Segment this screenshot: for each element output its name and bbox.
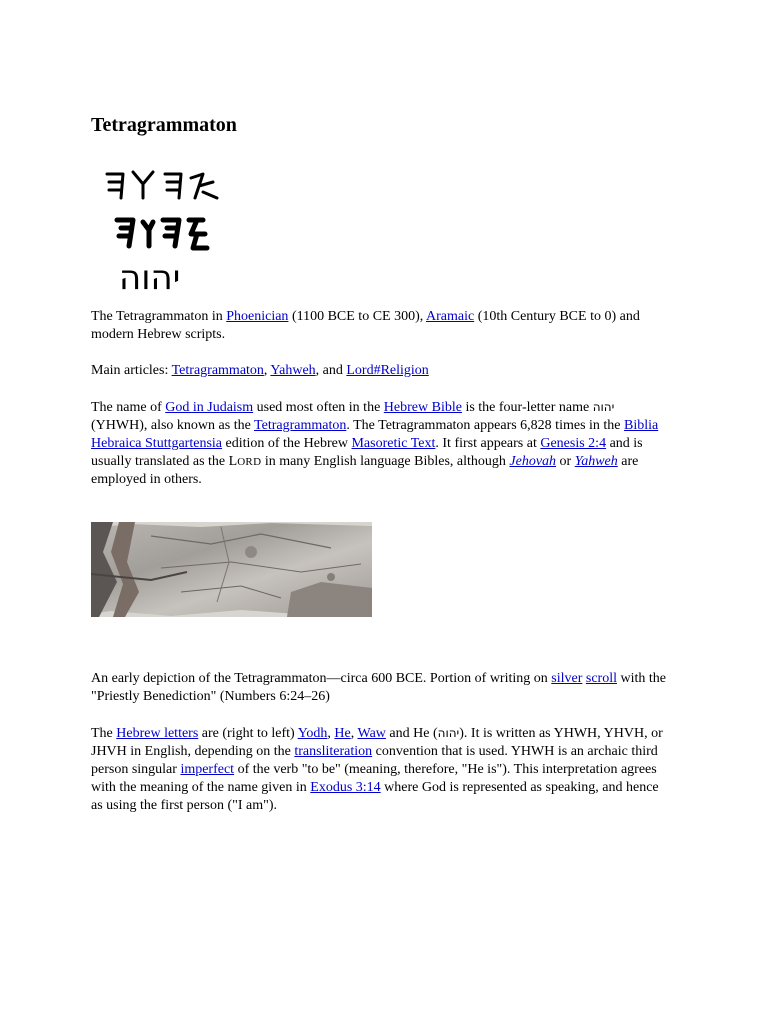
link-lord-religion[interactable]: Lord#Religion (346, 363, 429, 378)
link-transliteration[interactable]: transliteration (294, 744, 373, 759)
scroll-photo (91, 522, 372, 617)
main-articles-note: Main articles: Tetragrammaton, Yahweh, and Lord#Religion (91, 363, 429, 378)
link-phoenician[interactable]: Phoenician (226, 309, 289, 324)
link-yodh[interactable]: Yodh (297, 726, 328, 741)
link-silver[interactable]: silver (551, 671, 583, 686)
letters-paragraph: The Hebrew letters are (right to left) Yodh, He, Waw and He (יהוה). It is written as YHWH, YHVH, or JHVH in English, depending on the transliteration convention that is used. YHWH is an archaic third person singular imperfect of the verb "to be" (meaning, therefore, "He is"). This interpretation agrees with the meaning of the name given in Exodus 3:14 where God is represented as speaking, and hence as using the first person ("I am"). (91, 726, 663, 813)
link-scroll[interactable]: scroll (585, 671, 617, 686)
hebrew-name: יהוה (592, 400, 615, 414)
link-god-in-judaism[interactable]: God in Judaism (165, 400, 254, 415)
link-he[interactable]: He (334, 726, 351, 741)
link-masoretic-text[interactable]: Masoretic Text (351, 436, 436, 451)
page-title: Tetragrammaton (91, 114, 237, 136)
link-hebrew-letters[interactable]: Hebrew letters (116, 726, 199, 741)
link-jehovah[interactable]: Jehovah (509, 454, 557, 469)
link-imperfect[interactable]: imperfect (180, 762, 235, 777)
link-tetragrammaton[interactable]: Tetragrammaton (171, 363, 264, 378)
hebrew-script-row: יהוה (119, 258, 181, 298)
link-aramaic[interactable]: Aramaic (425, 309, 475, 324)
link-genesis[interactable]: Genesis 2:4 (540, 436, 607, 451)
silver-scroll-image (91, 522, 372, 617)
intro-paragraph: The name of God in Judaism used most often in the Hebrew Bible is the four-letter name יהוה (YHWH), also known as the Tetragrammaton. The Tetragrammaton appears 6,828 times in the Biblia Hebraica Stuttgartensia edition of the Hebrew Masoretic Text. It first appears at Genesis 2:4 and is usually translated as the LORD in many English language Bibles, although Jehovah or Yahweh are employed in others. (91, 400, 659, 487)
hebrew-name-2: יהוה (437, 726, 460, 740)
link-biblia-hebraica[interactable]: Biblia Hebraica Stuttgartensia (91, 418, 659, 451)
link-waw[interactable]: Waw (357, 726, 386, 741)
link-hebrew-bible[interactable]: Hebrew Bible (383, 400, 462, 415)
scroll-caption: An early depiction of the Tetragrammaton—circa 600 BCE. Portion of writing on silver scroll with the "Priestly Benediction" (Numbers 6:24–26) (91, 671, 666, 704)
figure-caption: The Tetragrammaton in Phoenician (1100 BCE to CE 300), Aramaic (10th Century BCE to 0) and modern Hebrew scripts. (91, 309, 640, 342)
link-exodus[interactable]: Exodus 3:14 (310, 780, 381, 795)
phoenician-script-row (107, 172, 217, 198)
link-yahweh[interactable]: Yahweh (270, 363, 316, 378)
link-yahweh-2[interactable]: Yahweh (574, 454, 618, 469)
aramaic-script-row (117, 220, 207, 248)
link-tetragrammaton-2[interactable]: Tetragrammaton (254, 418, 347, 433)
